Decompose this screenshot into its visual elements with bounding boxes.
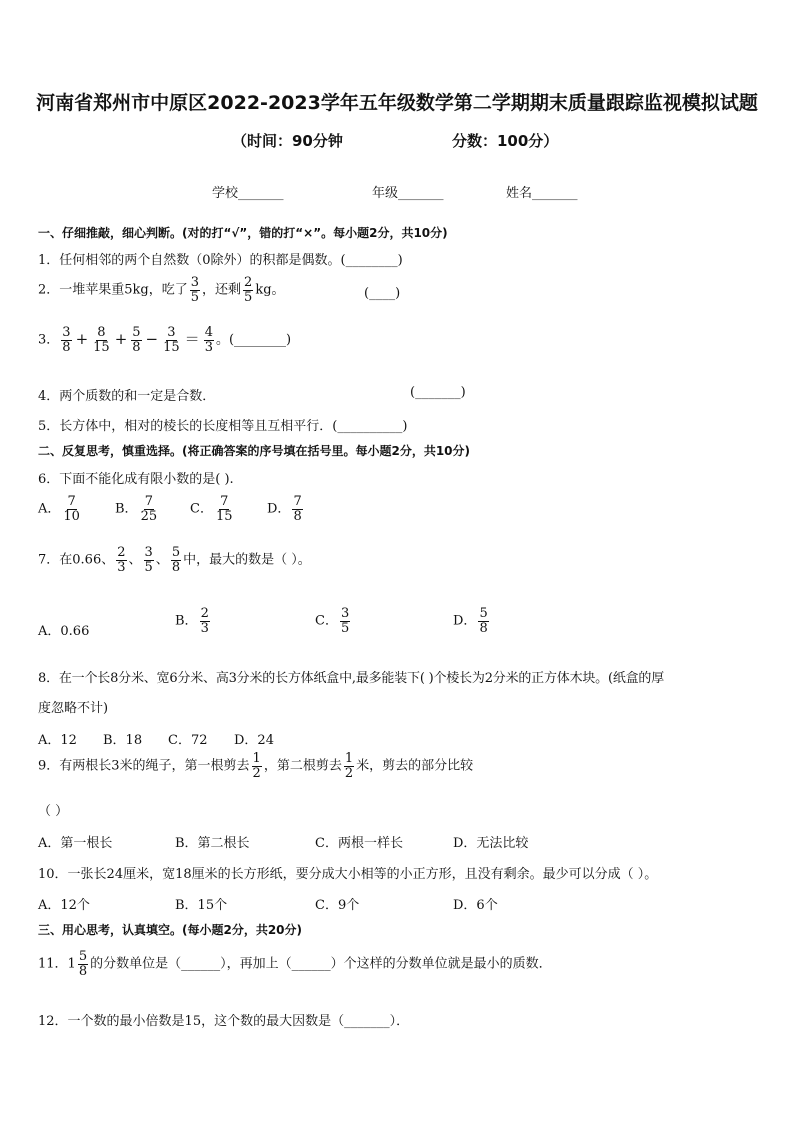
numerator: 3 xyxy=(190,275,200,290)
denominator: 3 xyxy=(200,620,209,636)
fraction xyxy=(478,607,488,635)
numerator: 4 xyxy=(204,325,213,340)
q8-option-d: D．24 xyxy=(234,733,274,748)
q2-suffix: kg。 xyxy=(255,282,285,298)
grade-field: 年级_______ xyxy=(372,186,444,201)
fraction xyxy=(340,607,350,635)
numerator: 3 xyxy=(144,545,153,560)
numerator: 2 xyxy=(200,606,209,621)
denominator: 3 xyxy=(204,339,213,355)
option-label: D． xyxy=(453,613,477,629)
denominator: 15 xyxy=(93,339,110,355)
numerator: 5 xyxy=(78,949,88,964)
fraction xyxy=(62,495,81,523)
q9-suffix: 米，剪去的部分比较 xyxy=(356,758,474,774)
q2-mid: ，还剩 xyxy=(202,282,242,298)
fraction xyxy=(78,950,88,978)
separator: 、 xyxy=(128,552,142,568)
denominator: 5 xyxy=(144,559,153,575)
question-2 xyxy=(38,276,285,304)
q11-text: 的分数单位是（______），再加上（______）个这样的分数单位就是最小的质数． xyxy=(90,956,552,972)
denominator: 8 xyxy=(78,963,88,979)
q10-option-a: A．12个 xyxy=(38,898,90,913)
q7-suffix: 中，最大的数是（ ）。 xyxy=(183,552,311,568)
name-field: 姓名_______ xyxy=(506,186,578,201)
q7-option-b xyxy=(175,607,212,635)
denominator: 3 xyxy=(117,559,126,575)
q9-blank: （ ） xyxy=(38,804,69,819)
denominator: 8 xyxy=(132,339,141,355)
q7-option-c xyxy=(315,607,352,635)
numerator: 7 xyxy=(293,494,302,509)
operator: + xyxy=(114,329,128,348)
fraction xyxy=(116,546,126,574)
fraction xyxy=(292,495,302,523)
question-7 xyxy=(38,546,311,574)
q8-option-c: C．72 xyxy=(168,733,208,748)
numerator: 5 xyxy=(479,606,488,621)
fraction xyxy=(215,495,234,523)
denominator: 8 xyxy=(293,508,302,524)
numerator: 3 xyxy=(167,325,176,340)
denominator: 8 xyxy=(479,620,488,636)
option-label: C． xyxy=(190,501,213,517)
numerator: 7 xyxy=(220,494,229,509)
option-label: A． xyxy=(38,501,61,517)
question-6: 6．下面不能化成有限小数的是( ). xyxy=(38,472,234,487)
fraction xyxy=(162,326,181,354)
q6-option-b xyxy=(115,495,160,523)
exam-time: （时间：90分钟 xyxy=(232,132,343,150)
question-11 xyxy=(38,950,552,978)
fraction xyxy=(131,326,141,354)
fraction xyxy=(92,326,111,354)
question-1: 1．任何相邻的两个自然数（0除外）的积都是偶数。(________) xyxy=(38,253,403,268)
question-8: 8．在一个长8分米、宽6分米、高3分米的长方体纸盒中,最多能装下( )个棱长为2分米的正方体木块。(纸盒的厚 xyxy=(38,671,665,686)
q9-option-b: B．第二根长 xyxy=(175,836,250,851)
question-8-cont: 度忽略不计) xyxy=(38,701,109,716)
denominator: 8 xyxy=(171,559,181,575)
option-label: B． xyxy=(115,501,138,517)
q9-option-a: A．第一根长 xyxy=(38,836,113,851)
fraction xyxy=(252,752,262,780)
fraction xyxy=(344,752,354,780)
q4-blank: (_______) xyxy=(410,385,466,400)
operator: + xyxy=(75,329,89,348)
fraction xyxy=(243,276,253,304)
option-label: B． xyxy=(175,613,198,629)
q2-blank: (____) xyxy=(364,286,401,301)
section-2-heading: 二、反复思考，慎重选择。(将正确答案的序号填在括号里。每小题2分，共10分) xyxy=(38,444,471,458)
question-12: 12．一个数的最小倍数是15，这个数的最大因数是（_______）． xyxy=(38,1014,410,1029)
question-4: 4．两个质数的和一定是合数． xyxy=(38,389,216,404)
fraction xyxy=(140,495,159,523)
page-title: 河南省郑州市中原区2022-2023学年五年级数学第二学期期末质量跟踪监视模拟试题 xyxy=(36,92,758,114)
q7-prefix: 7．在0.66、 xyxy=(38,552,115,568)
operator: ＝ xyxy=(184,329,200,348)
q7-option-d xyxy=(453,607,491,635)
numerator: 7 xyxy=(144,494,153,509)
denominator: 15 xyxy=(163,339,180,355)
q8-option-a: A．12 xyxy=(38,733,77,748)
q10-option-c: C．9个 xyxy=(315,898,360,913)
school-field: 学校_______ xyxy=(212,186,284,201)
denominator: 2 xyxy=(252,765,261,781)
numerator: 5 xyxy=(132,325,141,340)
q9-prefix: 9．有两根长3米的绳子，第一根剪去 xyxy=(38,758,250,774)
mixed-whole: 1 xyxy=(67,956,76,972)
numerator: 1 xyxy=(252,751,261,766)
fraction xyxy=(61,326,71,354)
denominator: 8 xyxy=(62,339,71,355)
numerator: 2 xyxy=(244,275,253,290)
q11-number: 11． xyxy=(38,956,68,972)
section-1-heading: 一、仔细推敲，细心判断。(对的打“√”，错的打“×”。每小题2分，共10分) xyxy=(38,226,448,240)
denominator: 5 xyxy=(190,289,200,305)
q6-option-d xyxy=(267,495,305,523)
denominator: 25 xyxy=(140,508,158,524)
separator: 、 xyxy=(155,552,169,568)
fraction xyxy=(204,326,214,354)
denominator: 15 xyxy=(215,508,233,524)
q8-option-b: B．18 xyxy=(103,733,143,748)
fraction xyxy=(200,607,210,635)
numerator: 3 xyxy=(62,325,71,340)
fraction xyxy=(190,276,200,304)
denominator: 5 xyxy=(340,620,350,636)
q3-suffix: 。(________) xyxy=(215,332,292,348)
numerator: 5 xyxy=(171,545,181,560)
exam-score: 分数：100分） xyxy=(452,132,559,150)
numerator: 7 xyxy=(67,494,76,509)
q9-mid: ，第二根剪去 xyxy=(263,758,342,774)
option-label: D． xyxy=(267,501,291,517)
q6-option-a xyxy=(38,495,83,523)
q6-option-c xyxy=(190,495,236,523)
numerator: 1 xyxy=(344,751,354,766)
question-9 xyxy=(38,752,473,780)
option-label: C． xyxy=(315,613,338,629)
denominator: 5 xyxy=(244,289,253,305)
fraction xyxy=(144,546,154,574)
denominator: 10 xyxy=(63,508,80,524)
section-3-heading: 三、用心思考，认真填空。(每小题2分，共20分) xyxy=(38,923,303,937)
question-10: 10．一张长24厘米，宽18厘米的长方形纸，要分成大小相等的小正方形，且没有剩余。最少可以分成（ ）。 xyxy=(38,867,658,882)
numerator: 2 xyxy=(117,545,126,560)
numerator: 8 xyxy=(97,325,106,340)
fraction xyxy=(171,546,181,574)
numerator: 3 xyxy=(340,606,350,621)
question-3 xyxy=(38,326,291,354)
denominator: 2 xyxy=(344,765,354,781)
q10-option-d: D．6个 xyxy=(453,898,498,913)
operator: − xyxy=(145,329,159,348)
q10-option-b: B．15个 xyxy=(175,898,228,913)
q2-prefix: 2．一堆苹果重5kg，吃了 xyxy=(38,282,188,298)
question-5: 5．长方体中，相对的棱长的长度相等且互相平行．(__________) xyxy=(38,419,408,434)
q9-option-c: C．两根一样长 xyxy=(315,836,403,851)
q7-option-a: A．0.66 xyxy=(38,624,90,639)
q9-option-d: D．无法比较 xyxy=(453,836,529,851)
q3-number: 3． xyxy=(38,332,60,348)
